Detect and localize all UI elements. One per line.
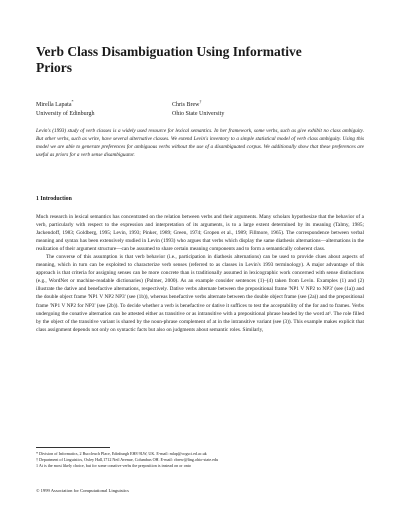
author-name: Chris Brew <box>172 102 200 108</box>
author-affiliation: University of Edinburgh <box>36 111 95 117</box>
paragraph: Much research in lexical semantics has concentrated on the relation between verbs and their arguments. Many scholars hypothesize that the behavior of a verb, particularly with respect to the expression and interpretation of its arguments, is to a large extent determined by its meaning (Talmy, 1985; Jackendoff, 1983; Goldberg, 1995; Levin, 1993; Pinker, 1989; Green, 1974; Gropen et al., 1989; Fillmore, 1965). The correspondence between verbal meaning and syntax has been extensively studied in Levin (1993) who argues that verbs which display the same diathesis alternations—alternations in the realization of their argument structure—can be assumed to share certain meaning components and to form a semantically coherent class. <box>36 214 364 253</box>
author-mark: † <box>199 99 202 104</box>
paragraph: The converse of this assumption is that verb behavior (i.e., participation in diathesis alternations) can be used to provide clues about aspects of meaning, which in turn can be exploited to characterize verb senses (referred to as classes in Levin's 1993 terminology). A major advantage of this approach is that criteria for assigning senses can be more concrete than is traditionally assumed in lexicographic work concerned with sense distinctions (e.g., WordNet or machine-readable dictionaries) (Palmer, 2000). As an example consider sentences (1)–(4) taken from Levin. Examples (1) and (2) illustrate the dative and benefactive alternations, respectively. Dative verbs alternate between the prepositional frame 'NP1 V NP2 to NP3' (see (1a)) and the double object frame 'NP1 V NP2 NP3' (see (1b)), whereas benefactive verbs alternate between the double object frame (see (2a)) and the prepositional frame 'NP1 V NP2 for NP3' (see (2b)). To decide whether a verb is benefactive or dative it suffices to test the acceptability of the for and to frames. Verbs undergoing the conative alternation can be attested either as transitive or as intransitive with a prepositional phrase headed by the word at¹. The role filled by the object of the transitive variant is shared by the noun-phrase complement of at in the intransitive variant (see (3)). This example makes explicit that class assignment depends not only on syntactic facts but also on judgments about semantic roles. Similarly, <box>36 254 364 333</box>
author-affiliation: Ohio State University <box>172 111 225 117</box>
footnote: 1 At is the most likely choice, but for some conative verbs the preposition is instead on or onto <box>36 463 191 469</box>
footnotes <box>36 451 364 470</box>
author-1 <box>36 97 95 119</box>
author-2 <box>172 97 224 119</box>
copyright-notice: © 1999 Association for Computational Linguistics <box>36 488 129 493</box>
footnote-rule <box>36 447 110 448</box>
footnote: * Division of Informatics, 2 Buccleuch Place, Edinburgh EH8 9LW, UK. E-mail: mlap@cogsci.ed.ac.uk <box>36 451 207 456</box>
paper-title: Verb Class Disambiguation Using Informative Priors <box>36 44 302 75</box>
author-name: Mirella Lapata <box>36 102 72 108</box>
section-heading: 1 Introduction <box>36 196 72 202</box>
body-text <box>36 213 364 334</box>
footnote: † Department of Linguistics, Oxley Hall,1712 Neil Avenue, Columbus OH. E-mail: cbrew@ling.ohio-state.edu <box>36 457 219 463</box>
abstract: Levin's (1993) study of verb classes is a widely used resource for lexical semantics. In her framework, some verbs, such as give exhibit no class ambiguity. But other verbs, such as write, have several alternative classes. We extend Levin's inventory to a simple statistical model of verb class ambiguity. Using this model we are able to generate preferences for ambiguous verbs without the use of a disambiguated corpus. We additionally show that these preferences are useful as priors for a verb sense disambiguator. <box>36 128 364 159</box>
author-mark: * <box>71 99 74 104</box>
